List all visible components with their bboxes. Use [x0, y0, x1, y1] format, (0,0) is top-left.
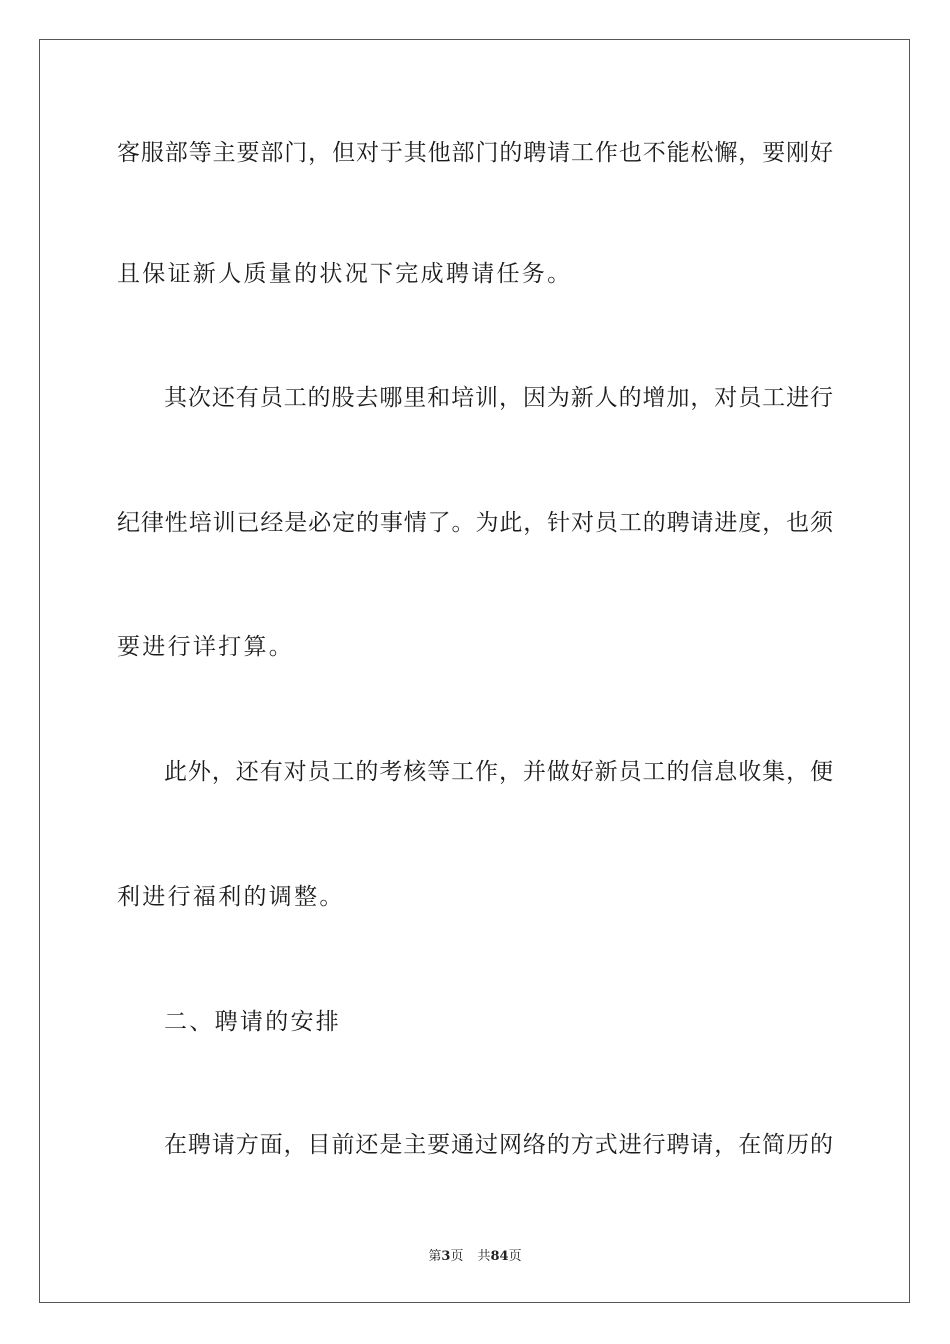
- page-footer: [0, 1248, 950, 1266]
- total-suffix: 页: [508, 1249, 522, 1264]
- page-border: [39, 39, 910, 1303]
- text-line-7: 利进行福利的调整。: [117, 884, 345, 910]
- text-line-3: 其次还有员工的股去哪里和培训，因为新人的增加，对员工进行: [164, 385, 833, 411]
- total-prefix: 共: [477, 1249, 491, 1264]
- section-heading: 二、聘请的安排: [164, 1009, 342, 1035]
- text-line-6: 此外，还有对员工的考核等工作，并做好新员工的信息收集，便: [164, 759, 833, 785]
- text-line-9: 在聘请方面，目前还是主要通过网络的方式进行聘请，在简历的: [164, 1132, 833, 1158]
- text-line-1: 客服部等主要部门，但对于其他部门的聘请工作也不能松懈，要刚好: [117, 140, 833, 166]
- page-total: 84: [490, 1249, 509, 1264]
- text-line-4: 纪律性培训已经是必定的事情了。为此，针对员工的聘请进度，也须: [117, 510, 833, 536]
- page-suffix: 页: [450, 1249, 464, 1264]
- page-prefix: 第: [428, 1249, 442, 1264]
- page-current: 3: [441, 1249, 451, 1264]
- text-line-5: 要进行详打算。: [117, 634, 295, 660]
- text-line-2: 且保证新人质量的状况下完成聘请任务。: [117, 261, 573, 287]
